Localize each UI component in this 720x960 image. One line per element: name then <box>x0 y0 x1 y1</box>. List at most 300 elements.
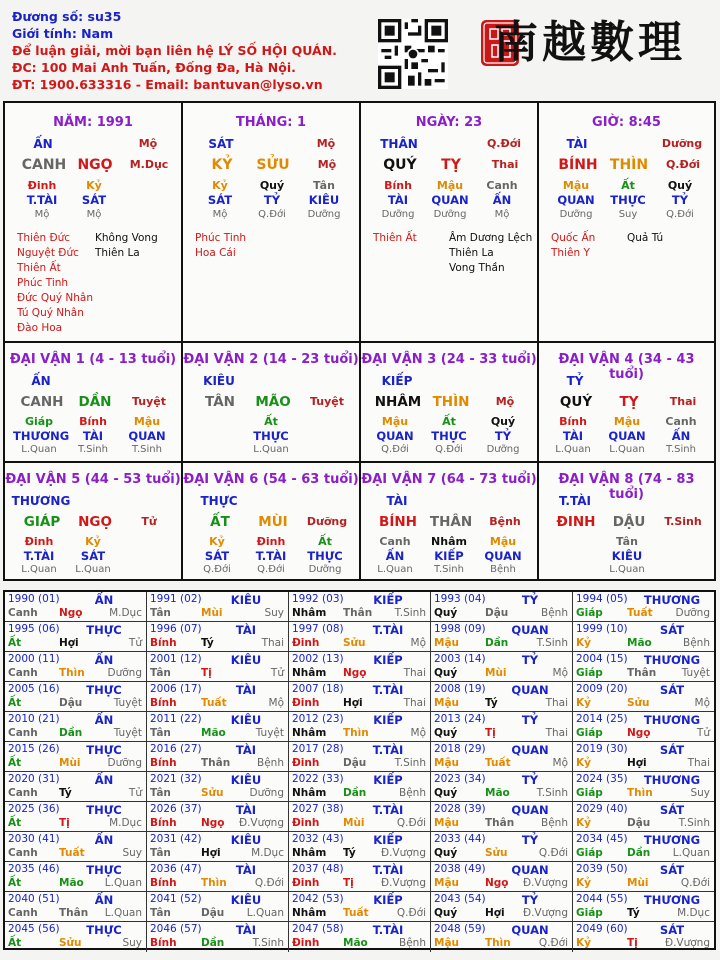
hidden-stem: Mậu <box>436 179 464 192</box>
year-cell <box>431 802 573 832</box>
hidden-stem: Bính <box>79 415 107 428</box>
year-branch: Tị <box>343 877 354 889</box>
year-branch: Hợi <box>485 907 505 919</box>
year-god: THỰC <box>86 743 122 757</box>
year-stem: Canh <box>8 907 38 919</box>
year-branch: Tý <box>627 907 640 919</box>
star-item: Thiên La <box>449 247 494 259</box>
hidden-god: KIÊU <box>308 193 340 207</box>
year-branch: Dần <box>59 727 83 739</box>
year-branch: Tý <box>201 637 214 649</box>
year-cell <box>5 832 147 862</box>
hidden-god: TÀI <box>387 193 409 207</box>
year-god: SÁT <box>659 743 685 757</box>
hidden-god: SÁT <box>81 193 107 207</box>
star-item: Đào Hoa <box>17 322 63 334</box>
year-stem: Canh <box>8 727 38 739</box>
year-god: TỶ <box>521 773 539 787</box>
year-cell <box>573 892 714 922</box>
ten-god: THÂN <box>380 137 418 151</box>
year-stem: Quý <box>434 667 458 679</box>
hidden-god: TỶ <box>494 429 512 443</box>
year-cell <box>573 622 714 652</box>
year-cell <box>573 772 714 802</box>
year-label: 1992 (03) <box>292 593 344 605</box>
year-stem: Tân <box>150 607 171 619</box>
year-stage: Q.Đới <box>538 937 568 949</box>
year-branch: Tuất <box>485 757 511 769</box>
year-branch: Dần <box>485 637 509 649</box>
year-branch: Thân <box>201 757 231 769</box>
star-item: Thiên Y <box>551 247 590 259</box>
year-label: 1997 (08) <box>292 623 344 635</box>
year-label: 2048 (59) <box>434 923 486 935</box>
year-god: QUAN <box>511 743 549 757</box>
year-god: QUAN <box>511 623 549 637</box>
year-god: THƯƠNG <box>643 653 701 667</box>
luck-pillar-2 <box>183 343 361 463</box>
hidden-stem: Canh <box>665 415 697 428</box>
year-god: ẤN <box>94 833 114 847</box>
year-cell <box>147 772 289 802</box>
qr-code-icon[interactable] <box>378 19 448 89</box>
year-stage: Mộ <box>268 697 284 709</box>
year-cell <box>289 652 431 682</box>
hidden-god: TỶ <box>263 193 281 207</box>
hidden-god: TÀI <box>562 429 584 443</box>
star-item: Thiên Ất <box>373 232 417 244</box>
year-branch: Sửu <box>343 637 366 649</box>
year-stage: Dưỡng <box>249 787 284 799</box>
hidden-stem: Ất <box>264 415 278 428</box>
year-stem: Ất <box>8 757 22 769</box>
year-cell <box>431 892 573 922</box>
hidden-stem: Ất <box>621 179 635 192</box>
earthly-branch: THÂN <box>429 514 473 530</box>
star-item: Âm Dương Lệch <box>449 232 533 244</box>
year-god: TÀI <box>235 623 257 637</box>
hidden-stage: Dưỡng <box>381 209 415 220</box>
year-label: 2023 (34) <box>434 773 486 785</box>
year-stem: Kỷ <box>576 877 591 889</box>
hidden-god: THỰC <box>610 193 646 207</box>
year-stage: T.Sinh <box>678 817 710 829</box>
ten-god-stage: Mộ <box>138 137 158 150</box>
year-label: 2022 (33) <box>292 773 344 785</box>
hidden-god: SÁT <box>204 549 230 563</box>
hidden-god: QUAN <box>431 193 469 207</box>
heavenly-stem: ĐINH <box>556 514 596 530</box>
hidden-stage: T.Sinh <box>132 444 162 455</box>
hidden-god: KIÊU <box>611 549 643 563</box>
year-stem: Kỷ <box>576 937 591 949</box>
year-label: 2027 (38) <box>292 803 344 815</box>
year-branch: Tị <box>201 667 212 679</box>
hidden-god: THỰC <box>253 429 289 443</box>
year-label: 2025 (36) <box>8 803 60 815</box>
earthly-branch: TỴ <box>619 394 639 410</box>
year-label: 2037 (48) <box>292 863 344 875</box>
year-stem: Nhâm <box>292 907 327 919</box>
year-stem: Nhâm <box>292 787 327 799</box>
year-cell <box>573 802 714 832</box>
year-cell <box>289 712 431 742</box>
year-stage: Tuyệt <box>681 667 710 679</box>
year-god: TÀI <box>235 923 257 937</box>
year-stem: Canh <box>8 847 38 859</box>
year-branch: Mùi <box>343 817 365 829</box>
year-label: 2024 (35) <box>576 773 628 785</box>
year-branch: Dậu <box>343 757 367 769</box>
year-label: 2033 (44) <box>434 833 486 845</box>
year-label: 2014 (25) <box>576 713 628 725</box>
hidden-god: QUAN <box>128 429 166 443</box>
hidden-god: THỰC <box>431 429 467 443</box>
year-label: 2009 (20) <box>576 683 628 695</box>
year-label: 2049 (60) <box>576 923 628 935</box>
year-label: 2040 (51) <box>8 893 60 905</box>
year-branch: Dần <box>201 937 225 949</box>
year-god: THỰC <box>86 623 122 637</box>
hidden-stem: Canh <box>379 535 411 548</box>
year-god: SÁT <box>659 923 685 937</box>
hidden-stem: Mậu <box>562 179 590 192</box>
ten-god: TÀI <box>566 137 588 151</box>
star-item: Phúc Tinh <box>195 232 247 244</box>
year-god: SÁT <box>659 803 685 817</box>
year-label: 2044 (55) <box>576 893 628 905</box>
luck-pillar-5 <box>5 463 183 579</box>
year-stem: Nhâm <box>292 847 327 859</box>
year-god: ẤN <box>94 893 114 907</box>
year-stage: Bệnh <box>399 937 426 949</box>
year-god: KIẾP <box>373 893 403 907</box>
hidden-god: SÁT <box>207 193 233 207</box>
heavenly-stem: KỶ <box>211 157 233 173</box>
heavenly-stem: QUÝ <box>559 394 593 410</box>
hidden-stem: Kỷ <box>212 179 228 192</box>
year-stem: Kỷ <box>576 817 591 829</box>
year-cell <box>5 862 147 892</box>
year-branch: Tuất <box>343 907 369 919</box>
year-cell <box>573 712 714 742</box>
hidden-stage: T.Sinh <box>666 444 696 455</box>
branch-stage: M.Dục <box>129 158 169 171</box>
hidden-stage: L.Quan <box>555 444 591 455</box>
year-stem: Đinh <box>292 937 320 949</box>
year-cell <box>5 742 147 772</box>
luck-title: ĐẠI VẬN 3 (24 - 33 tuổi) <box>361 352 537 367</box>
year-label: 2018 (29) <box>434 743 486 755</box>
year-label: 2034 (45) <box>576 833 628 845</box>
year-stem: Giáp <box>576 667 603 679</box>
year-label: 2016 (27) <box>150 743 202 755</box>
year-stem: Tân <box>150 667 171 679</box>
heavenly-stem: CANH <box>21 157 67 173</box>
year-stem: Đinh <box>292 637 320 649</box>
star-item: Quốc Ấn <box>551 232 596 244</box>
year-stage: Đ.Vượng <box>380 877 426 889</box>
hidden-stage: Q.Đới <box>381 444 409 455</box>
year-cell <box>289 862 431 892</box>
year-stem: Nhâm <box>292 667 327 679</box>
year-branch: Dần <box>343 787 367 799</box>
hidden-stage: L.Quan <box>609 564 645 575</box>
hidden-god: ẤN <box>671 429 691 443</box>
year-branch: Thìn <box>201 877 227 889</box>
year-god: KIẾP <box>373 713 403 727</box>
hidden-stage: L.Quan <box>21 564 57 575</box>
year-label: 2021 (32) <box>150 773 202 785</box>
star-item: Thiên La <box>95 247 140 259</box>
year-label: 1993 (04) <box>434 593 486 605</box>
year-cell <box>289 772 431 802</box>
earthly-branch: THÌN <box>432 394 470 410</box>
year-stage: Dưỡng <box>675 607 710 619</box>
year-god: TÀI <box>235 803 257 817</box>
year-stem: Nhâm <box>292 607 327 619</box>
year-branch: Mùi <box>201 607 223 619</box>
branch-stage: Tử <box>141 515 157 528</box>
year-stage: Mộ <box>552 757 568 769</box>
hidden-stem: Mậu <box>133 415 161 428</box>
year-branch: Ngọ <box>343 667 367 679</box>
star-item: Không Vong <box>95 232 158 244</box>
year-stage: Bệnh <box>541 607 568 619</box>
year-cell <box>5 892 147 922</box>
year-stem: Quý <box>434 607 458 619</box>
heavenly-stem: ẤT <box>210 514 230 530</box>
pillar-title: NĂM: 1991 <box>53 115 133 130</box>
year-stem: Mậu <box>434 877 460 889</box>
year-stem: Bính <box>150 757 177 769</box>
phone-email-line: ĐT: 1900.633316 - Email: bantuvan@lyso.vn <box>12 77 323 92</box>
year-stage: Bệnh <box>257 757 284 769</box>
year-label: 2010 (21) <box>8 713 60 725</box>
year-stage: Suy <box>264 607 284 619</box>
stars-left <box>17 231 93 336</box>
year-stage: Tuyệt <box>113 727 142 739</box>
year-cell <box>431 652 573 682</box>
year-cell <box>147 802 289 832</box>
ten-god: ẤN <box>33 137 53 151</box>
hidden-stage: L.Quan <box>377 564 413 575</box>
year-stage: Bệnh <box>399 787 426 799</box>
hidden-stage: Bệnh <box>490 564 516 575</box>
year-god: SÁT <box>659 623 685 637</box>
year-god: THỰC <box>86 803 122 817</box>
year-stage: Thai <box>545 697 568 709</box>
year-stem: Đinh <box>292 877 320 889</box>
hidden-stem: Đinh <box>27 179 57 192</box>
year-label: 2004 (15) <box>576 653 628 665</box>
year-stage: Tử <box>270 667 284 679</box>
hidden-god: THƯƠNG <box>13 429 70 443</box>
year-stem: Mậu <box>434 817 460 829</box>
pillar-title: GIỜ: 8:45 <box>592 115 661 130</box>
year-stage: T.Sinh <box>252 937 284 949</box>
year-label: 2032 (43) <box>292 833 344 845</box>
hidden-stem: Quý <box>259 179 285 192</box>
year-stem: Quý <box>434 847 458 859</box>
earthly-branch: TỴ <box>441 157 461 173</box>
year-label: 2047 (58) <box>292 923 344 935</box>
year-branch: Sửu <box>59 937 82 949</box>
year-label: 1990 (01) <box>8 593 60 605</box>
year-stem: Mậu <box>434 637 460 649</box>
year-stage: L.Quan <box>672 847 710 859</box>
year-cell <box>147 832 289 862</box>
year-cell <box>289 622 431 652</box>
year-stage: M.Dục <box>677 907 710 919</box>
year-cell <box>431 592 573 622</box>
year-stage: M.Dục <box>251 847 284 859</box>
year-cell <box>573 922 714 952</box>
year-stage: Đ.Vượng <box>522 907 568 919</box>
year-cell <box>147 592 289 622</box>
year-stage: Đ.Vượng <box>238 817 284 829</box>
logo-text: 南越數理 <box>494 17 686 68</box>
year-stage: Mộ <box>410 637 426 649</box>
year-cell <box>147 892 289 922</box>
year-stem: Canh <box>8 607 38 619</box>
year-god: QUAN <box>511 923 549 937</box>
year-branch: Tý <box>343 847 356 859</box>
ten-god: SÁT <box>208 137 234 151</box>
hidden-stage: L.Quan <box>21 444 57 455</box>
year-label: 2026 (37) <box>150 803 202 815</box>
year-god: ẤN <box>94 593 114 607</box>
year-label: 2002 (13) <box>292 653 344 665</box>
hidden-stage: L.Quan <box>253 444 289 455</box>
year-stage: Đ.Vượng <box>380 847 426 859</box>
year-cell <box>431 832 573 862</box>
year-label: 2029 (40) <box>576 803 628 815</box>
year-stage: T.Sinh <box>394 607 426 619</box>
year-stage: L.Quan <box>104 877 142 889</box>
year-god: KIÊU <box>230 893 262 907</box>
hidden-god: THỰC <box>307 549 343 563</box>
year-branch: Sửu <box>627 697 650 709</box>
year-branch: Dậu <box>201 907 225 919</box>
year-cell <box>5 592 147 622</box>
year-cell <box>573 742 714 772</box>
star-item: Đức Quý Nhân <box>17 292 93 304</box>
hidden-stem: Đinh <box>24 535 54 548</box>
branch-stage: Q.Đới <box>665 158 701 171</box>
year-branch: Tị <box>59 817 70 829</box>
year-stem: Bính <box>150 937 177 949</box>
year-stem: Tân <box>150 787 171 799</box>
year-label: 2046 (57) <box>150 923 202 935</box>
year-stage: Q.Đới <box>396 907 426 919</box>
year-cell <box>147 742 289 772</box>
year-stem: Mậu <box>434 697 460 709</box>
year-label: 2042 (53) <box>292 893 344 905</box>
year-stem: Nhâm <box>292 727 327 739</box>
year-label: 1996 (07) <box>150 623 202 635</box>
hidden-god: QUAN <box>608 429 646 443</box>
hidden-stem: Giáp <box>24 415 54 428</box>
year-branch: Ngọ <box>201 817 225 829</box>
hidden-stem: Bính <box>384 179 412 192</box>
year-god: KIẾP <box>373 653 403 667</box>
year-stage: M.Dục <box>109 607 142 619</box>
year-branch: Tuất <box>201 697 227 709</box>
year-god: THƯƠNG <box>643 893 701 907</box>
year-cell <box>5 652 147 682</box>
year-stage: M.Dục <box>109 817 142 829</box>
year-god: TÀI <box>235 863 257 877</box>
year-stage: T.Sinh <box>536 787 568 799</box>
year-stem: Canh <box>8 787 38 799</box>
year-god: T.TÀI <box>372 623 404 637</box>
pillar-title: NGÀY: 23 <box>415 115 483 130</box>
year-god: THƯƠNG <box>643 593 701 607</box>
pillars-grid <box>3 101 716 581</box>
year-stage: Tử <box>696 727 710 739</box>
luck-pillar-1 <box>5 343 183 463</box>
year-label: 2020 (31) <box>8 773 60 785</box>
year-stage: Q.Đới <box>680 877 710 889</box>
year-branch: Thìn <box>343 727 369 739</box>
year-branch: Hợi <box>59 637 79 649</box>
earthly-branch: NGỌ <box>77 157 113 173</box>
year-god: T.TÀI <box>372 743 404 757</box>
year-god: T.TÀI <box>372 863 404 877</box>
year-stem: Bính <box>150 637 177 649</box>
year-cell <box>573 652 714 682</box>
hidden-stem: Bính <box>559 415 587 428</box>
year-branch: Ngọ <box>485 877 509 889</box>
year-god: QUAN <box>511 683 549 697</box>
year-god: T.TÀI <box>372 683 404 697</box>
year-branch: Mão <box>343 937 368 949</box>
year-label: 2030 (41) <box>8 833 60 845</box>
year-cell <box>147 682 289 712</box>
hidden-stage: Mộ <box>494 209 510 220</box>
year-branch: Thân <box>485 817 515 829</box>
heavenly-stem: CANH <box>20 394 64 410</box>
year-god: ẤN <box>94 653 114 667</box>
year-stage: Q.Đới <box>254 877 284 889</box>
hidden-stem: Ất <box>442 415 456 428</box>
year-stage: Thai <box>687 757 710 769</box>
year-cell <box>573 832 714 862</box>
year-stage: L.Quan <box>104 907 142 919</box>
year-stem: Mậu <box>434 757 460 769</box>
pillar-3 <box>539 103 714 343</box>
gender-line: Giới tính: Nam <box>12 26 114 41</box>
year-branch: Sửu <box>201 787 224 799</box>
hidden-stage: Suy <box>618 209 638 220</box>
year-stem: Bính <box>150 877 177 889</box>
year-branch: Dậu <box>627 817 651 829</box>
stars-left <box>551 231 595 261</box>
year-god: THỰC <box>86 863 122 877</box>
year-branch: Thìn <box>485 937 511 949</box>
luck-title: ĐẠI VẬN 6 (54 - 63 tuổi) <box>183 472 359 487</box>
year-cell <box>289 892 431 922</box>
year-branch: Mão <box>485 787 510 799</box>
year-label: 2006 (17) <box>150 683 202 695</box>
year-stage: Thai <box>261 637 284 649</box>
year-label: 1991 (02) <box>150 593 202 605</box>
year-stage: Mộ <box>694 697 710 709</box>
year-label: 2007 (18) <box>292 683 344 695</box>
year-branch: Dậu <box>59 697 83 709</box>
year-branch: Sửu <box>485 847 508 859</box>
